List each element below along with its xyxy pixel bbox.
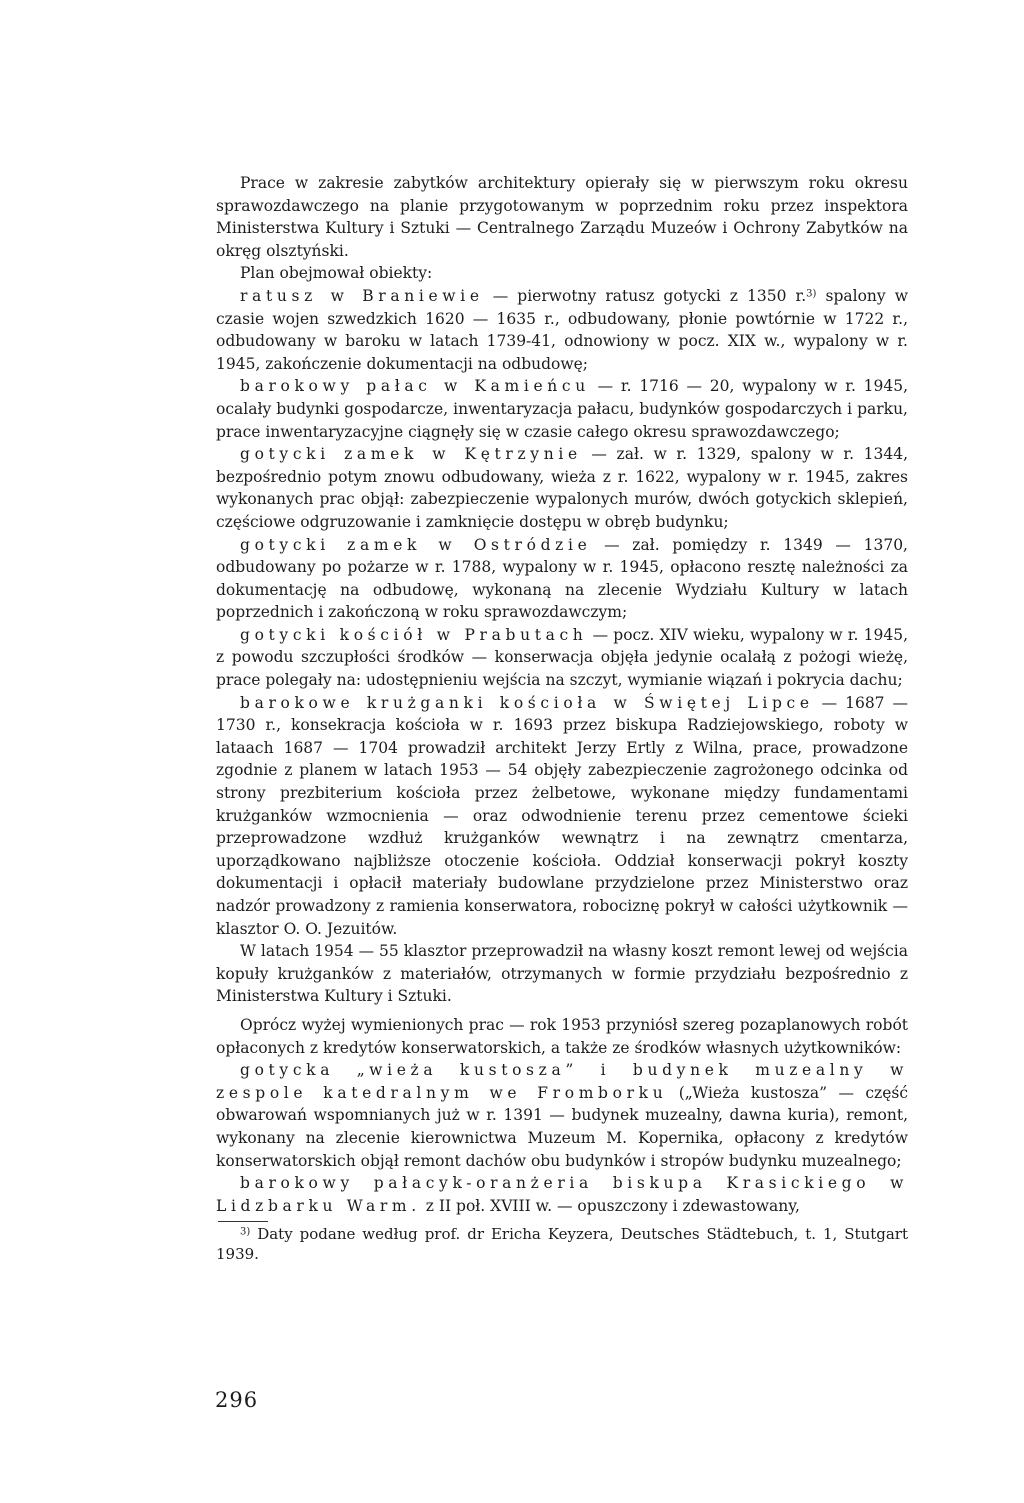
entry-prabuty <box>216 624 908 692</box>
paragraph-intro: Prace w zakresie zabytków architektury opierały się w pierwszym roku okresu sprawozdawczego na planie przygotowanym w poprzednim roku przez inspektora Ministerstwa Kultury i Sztuki — Centralnego Zarządu Muzeów i Ochrony Zabytków na okręg olsztyński. <box>216 174 908 260</box>
entry-prabuty-name: gotycki kościół w Prabutach <box>240 625 588 644</box>
entry-swieta-lipka <box>216 692 908 941</box>
entry-frombork <box>216 1059 908 1172</box>
page-number: 296 <box>215 1388 259 1412</box>
entry-kamieniec-text: — r. 1716 — 20, wypalony w r. 1945, ocalały budynki gospodarcze, inwentaryzacja pałacu, budynków gospodarczych i parku, prace inwentaryzacyjne ciągnęły się w czasie całego okresu sprawozdawczego; <box>216 377 909 441</box>
entry-ketrzyn-name: gotycki zamek w Kętrzynie <box>240 445 582 464</box>
page-body <box>216 172 908 1264</box>
entry-swieta-lipka-text: — 1687 — 1730 r., konsekracja kościoła w r. 1693 przez biskupa Radziejowskiego, roboty w lataach 1687 — 1704 prowadził architekt Jerzy Ertly z Wilna, prace, prowadzone zgodnie z planem w latach 1953 — 54 objęły zabezpieczenie zagrożonego odcinka od strony prezbiterium kościoła przez żelbetowe, wykonane między fundamentami krużganków wzmocnienia — oraz odwodnienie terenu przez cementowe ścieki przeprowadzone wzdłuż krużganków wewnątrz i na zewnątrz cmentarza, uporządkowano najbliższe otoczenie kościoła. Oddział konserwacji pokrył koszty dokumentacji i opłacił materiały budowlane przydzielone przez Ministerstwo oraz nadzór prowadzony z ramienia konserwatora, robociznę pokrył w całości użytkownik — klasztor O. O. Jezuitów. <box>216 693 909 938</box>
entry-frombork-text: („Wieża kustosza” — część obwarowań wspomnianych już w r. 1391 — budynek muzealny, dawna kuria), remont, wykonany na zlecenie kierownictwa Muzeum M. Kopernika, opłacony z kredytów konserwatorskich objął remont dachów obu budynków i stropów budynku muzealnego; <box>216 1083 909 1170</box>
footnote <box>216 1224 908 1264</box>
entry-braniewo-name: ratusz w Braniewie <box>240 286 484 305</box>
entry-ketrzyn <box>216 443 908 533</box>
paragraph-plan-heading: Plan obejmował obiekty: <box>240 264 433 283</box>
entry-ketrzyn-text: — zał. w r. 1329, spalony w r. 1344, bezpośrednio potym znowu odbudowany, wieża z r. 1622, wypalony w r. 1945, zakres wykonanych prac objął: zabezpieczenie wypalonych murów, dwóch gotyckich sklepień, częściowe odgruzowanie i zamknięcie dostępu w obręb budynku; <box>216 445 908 531</box>
entry-lidzbark <box>216 1172 908 1217</box>
entry-braniewo-text-2: spalony w czasie wojen szwedzkich 1620 — 1635 r., odbudowany, płonie powtórnie w 1722 r., odbudowany w baroku w latach 1739-41, odnowiony w pocz. XIX w., wypalony w r. 1945, zakończenie dokumentacji na odbudowę; <box>216 286 908 373</box>
entry-swieta-lipka-name: barokowe krużganki kościoła w Świętej Lipce <box>240 693 814 712</box>
footnote-text: Daty podane według prof. dr Ericha Keyzera, Deutsches Städtebuch, t. 1, Stutgart 1939. <box>216 1225 908 1264</box>
entry-ostroda-text: — zał. pomiędzy r. 1349 — 1370, odbudowany po pożarze w r. 1788, wypalony w r. 1945, opłacono resztę należności za dokumentację na odbudowę, wykonaną na zlecenie Wydziału Kultury w latach poprzednich i zakończoną w roku sprawozdawczym; <box>216 535 908 622</box>
entry-ostroda <box>216 534 908 624</box>
entry-braniewo-text: — pierwotny ratusz gotycki z 1350 r. <box>483 286 807 305</box>
entry-lidzbark-text: z II poł. XVIII w. — opuszczony i zdewastowany, <box>420 1196 800 1215</box>
footnote-marker: 3) <box>240 1226 251 1238</box>
paragraph-klasztor: W latach 1954 — 55 klasztor przeprowadził na własny koszt remont lewej od wejścia kopuły krużganków z materiałów, otrzymanych w formie przydziału bezpośrednio z Ministerstwa Kultury i Sztuki. <box>216 942 908 1006</box>
entry-kamieniec <box>216 375 908 443</box>
footnote-ref: 3) <box>806 288 817 300</box>
entry-lidzbark-name: barokowy pałacyk-oranżeria biskupa Krasickiego w Lidzbarku Warm. <box>216 1174 908 1215</box>
entry-ostroda-name: gotycki zamek w Ostródzie <box>240 535 592 554</box>
entry-prabuty-text: — pocz. XIV wieku, wypalony w r. 1945, z powodu szczupłości środków — konserwacja objęła jedynie ocalałą z pożogi wieżę, prace polegały na: udostępnieniu wejścia na szczyt, wymianie wiązań i pokrycia dachu; <box>216 625 908 690</box>
footnote-divider <box>218 1221 268 1222</box>
paragraph-unplanned: Oprócz wyżej wymienionych prac — rok 1953 przyniósł szereg pozaplanowych robót opłaconych z kredytów konserwatorskich, a także ze środków własnych użytkowników: <box>216 1015 908 1057</box>
entry-kamieniec-name: barokowy pałac w Kamieńcu <box>240 377 590 396</box>
entry-braniewo <box>216 285 908 375</box>
footnote-section <box>216 1221 908 1264</box>
entry-frombork-name: gotycka „wieża kustosza” i budynek muzealny w zespole katedralnym we Fromborku <box>216 1061 908 1102</box>
